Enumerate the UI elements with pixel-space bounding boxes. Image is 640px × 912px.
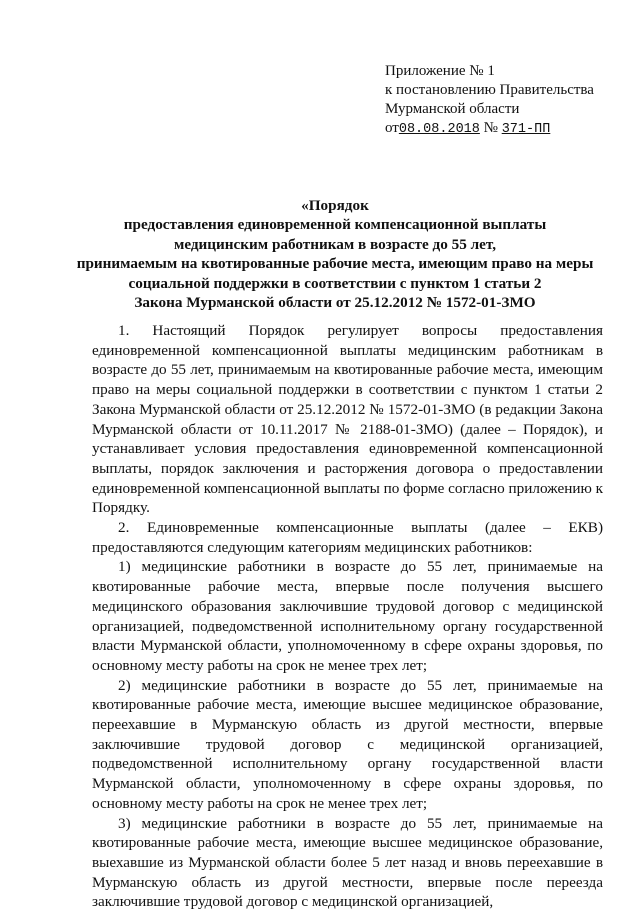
list-item-2: 2) медицинские работники в возрасте до 55 лет, принимаемые на квотированные рабочие места, имеющие высшее медицинское образование, переехавшие в Мурманскую область из другой местности, впервые заключившие трудовой договор с медицинской организацией, подведомственной исполнительному органу государственной власти Мурманской области, уполномоченному в сфере охраны здоровья, по основному месту работы на срок не менее трех лет; — [92, 676, 603, 812]
title-line: медицинским работникам в возрасте до 55 лет, — [173, 235, 496, 253]
document-title — [40, 196, 630, 312]
decree-number: 371-ПП — [501, 122, 551, 137]
appendix-decree-ref: к постановлению Правительства — [385, 82, 594, 98]
number-sign: № — [483, 120, 498, 136]
document-body — [92, 321, 603, 912]
title-line: принимаемым на квотированные рабочие места, имеющим право на меры — [76, 255, 594, 273]
list-item-1: 1) медицинские работники в возрасте до 55 лет, принимаемые на квотированные рабочие места, впервые после получения высшего медицинского образования заключившие трудовой договор с медицинской организацией, подведомственной исполнительному органу государственной власти Мурманской области, уполномоченному в сфере охраны здоровья, по основному месту работы на срок не менее трех лет; — [92, 558, 603, 674]
title-line: Закона Мурманской области от 25.12.2012 № 1572-01-ЗМО — [134, 294, 536, 312]
appendix-header — [385, 62, 625, 139]
decree-date: 08.08.2018 — [398, 122, 480, 137]
from-label: от — [385, 120, 399, 136]
title-line: социальной поддержки в соответствии с пунктом 1 статьи 2 — [128, 274, 542, 292]
appendix-region: Мурманской области — [385, 101, 520, 117]
paragraph-1: 1. Настоящий Порядок регулирует вопросы предоставления единовременной компенсационной выплаты медицинским работникам в возрасте до 55 лет, принимаемым на квотированные рабочие места, имеющим право на меры социальной поддержки в соответствии с пунктом 1 статьи 2 Закона Мурманской области от 25.12.2012 № 1572-01-ЗМО (в редакции Закона Мурманской области от 10.11.2017 № 2188-01-ЗМО) (далее – Порядок), и устанавливает условия предоставления единовременной компенсационной выплаты, порядок заключения и расторжения договора о предоставлении единовременной компенсационной выплаты по форме согласно приложению к Порядку. — [92, 322, 603, 517]
list-item-3: 3) медицинские работники в возрасте до 55 лет, принимаемые на квотированные рабочие места, имеющие высшее медицинское образование, выехавшие из Мурманской области более 5 лет назад и вновь переехавшие в Мурманскую область из другой местности, впервые после переезда заключившие трудовой договор с медицинской организацией, — [92, 814, 603, 911]
title-line: предоставления единовременной компенсационной выплаты — [123, 216, 547, 234]
title-line: «Порядок — [301, 197, 369, 214]
paragraph-2: 2. Единовременные компенсационные выплаты (далее – ЕКВ) предоставляются следующим категориям медицинских работников: — [92, 519, 603, 556]
appendix-number: Приложение № 1 — [385, 63, 495, 79]
appendix-date-number — [385, 119, 625, 139]
